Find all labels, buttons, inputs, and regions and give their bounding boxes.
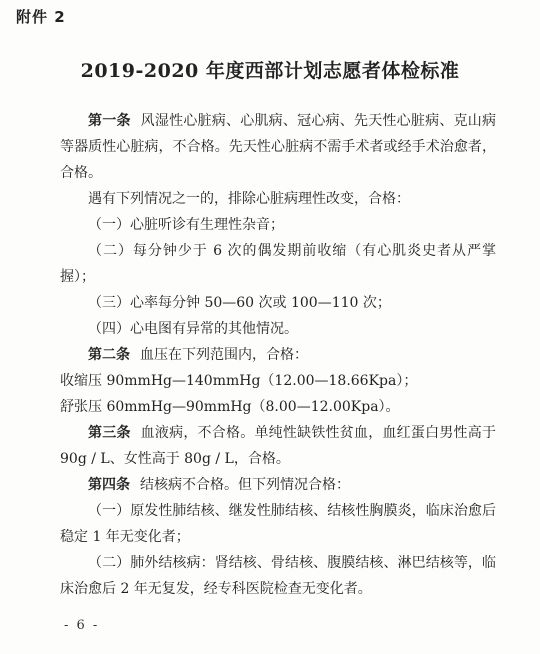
document-title: 2019-2020 年度西部计划志愿者体检标准: [80, 60, 460, 82]
article-2-systolic: 收缩压 90mmHg—140mmHg（12.00—18.66Kpa）；: [60, 373, 418, 389]
article-1-item-3: （三）心率每分钟 50—60 次或 100—110 次；: [88, 295, 391, 311]
article-2-text: 血压在下列范围内，合格：: [140, 347, 308, 363]
attachment-label: 附件 2: [16, 8, 66, 26]
article-1-item-2: （二）每分钟少于 6 次的偶发期前收缩（有心肌炎史者从严掌握）；: [60, 243, 496, 285]
article-1-item-4: （四）心电图有异常的其他情况。: [88, 321, 298, 337]
article-4-paragraph: [60, 472, 496, 498]
article-3-paragraph: [60, 420, 496, 472]
article-4-item-2: （二）肺外结核病：肾结核、骨结核、腹膜结核、淋巴结核等，临床治愈后 2 年无复发，经专科医院检查无变化者。: [60, 555, 496, 597]
article-1-item-1: （一）心脏听诊有生理性杂音；: [88, 217, 284, 233]
article-1-text: 风湿性心脏病、心肌病、冠心病、先天性心脏病、克山病等器质性心脏病，不合格。先天性心脏病不需手术者或经手术治愈者，合格。: [60, 113, 497, 181]
article-2-paragraph: [60, 342, 496, 368]
article-4-text: 结核病不合格。但下列情况合格：: [140, 477, 350, 493]
article-4-label: 第四条: [88, 477, 130, 493]
article-4-item-1: （一）原发性肺结核、继发性肺结核、结核性胸膜炎，临床治愈后稳定 1 年无变化者；: [60, 503, 496, 545]
article-2-label: 第二条: [88, 347, 130, 363]
article-2-diastolic: 舒张压 60mmHg—90mmHg（8.00—12.00Kpa）。: [60, 399, 400, 415]
article-1-intro: 遇有下列情况之一的，排除心脏病理性改变，合格：: [88, 191, 410, 207]
article-3-text: 血液病，不合格。单纯性缺铁性贫血，血红蛋白男性高于 90g / L、女性高于 80g / L，合格。: [60, 425, 497, 467]
article-1-paragraph: [60, 108, 496, 186]
article-1-label: 第一条: [88, 113, 131, 129]
article-3-label: 第三条: [88, 425, 131, 441]
document-body: [60, 108, 496, 602]
page-number: - 6 -: [64, 618, 100, 633]
